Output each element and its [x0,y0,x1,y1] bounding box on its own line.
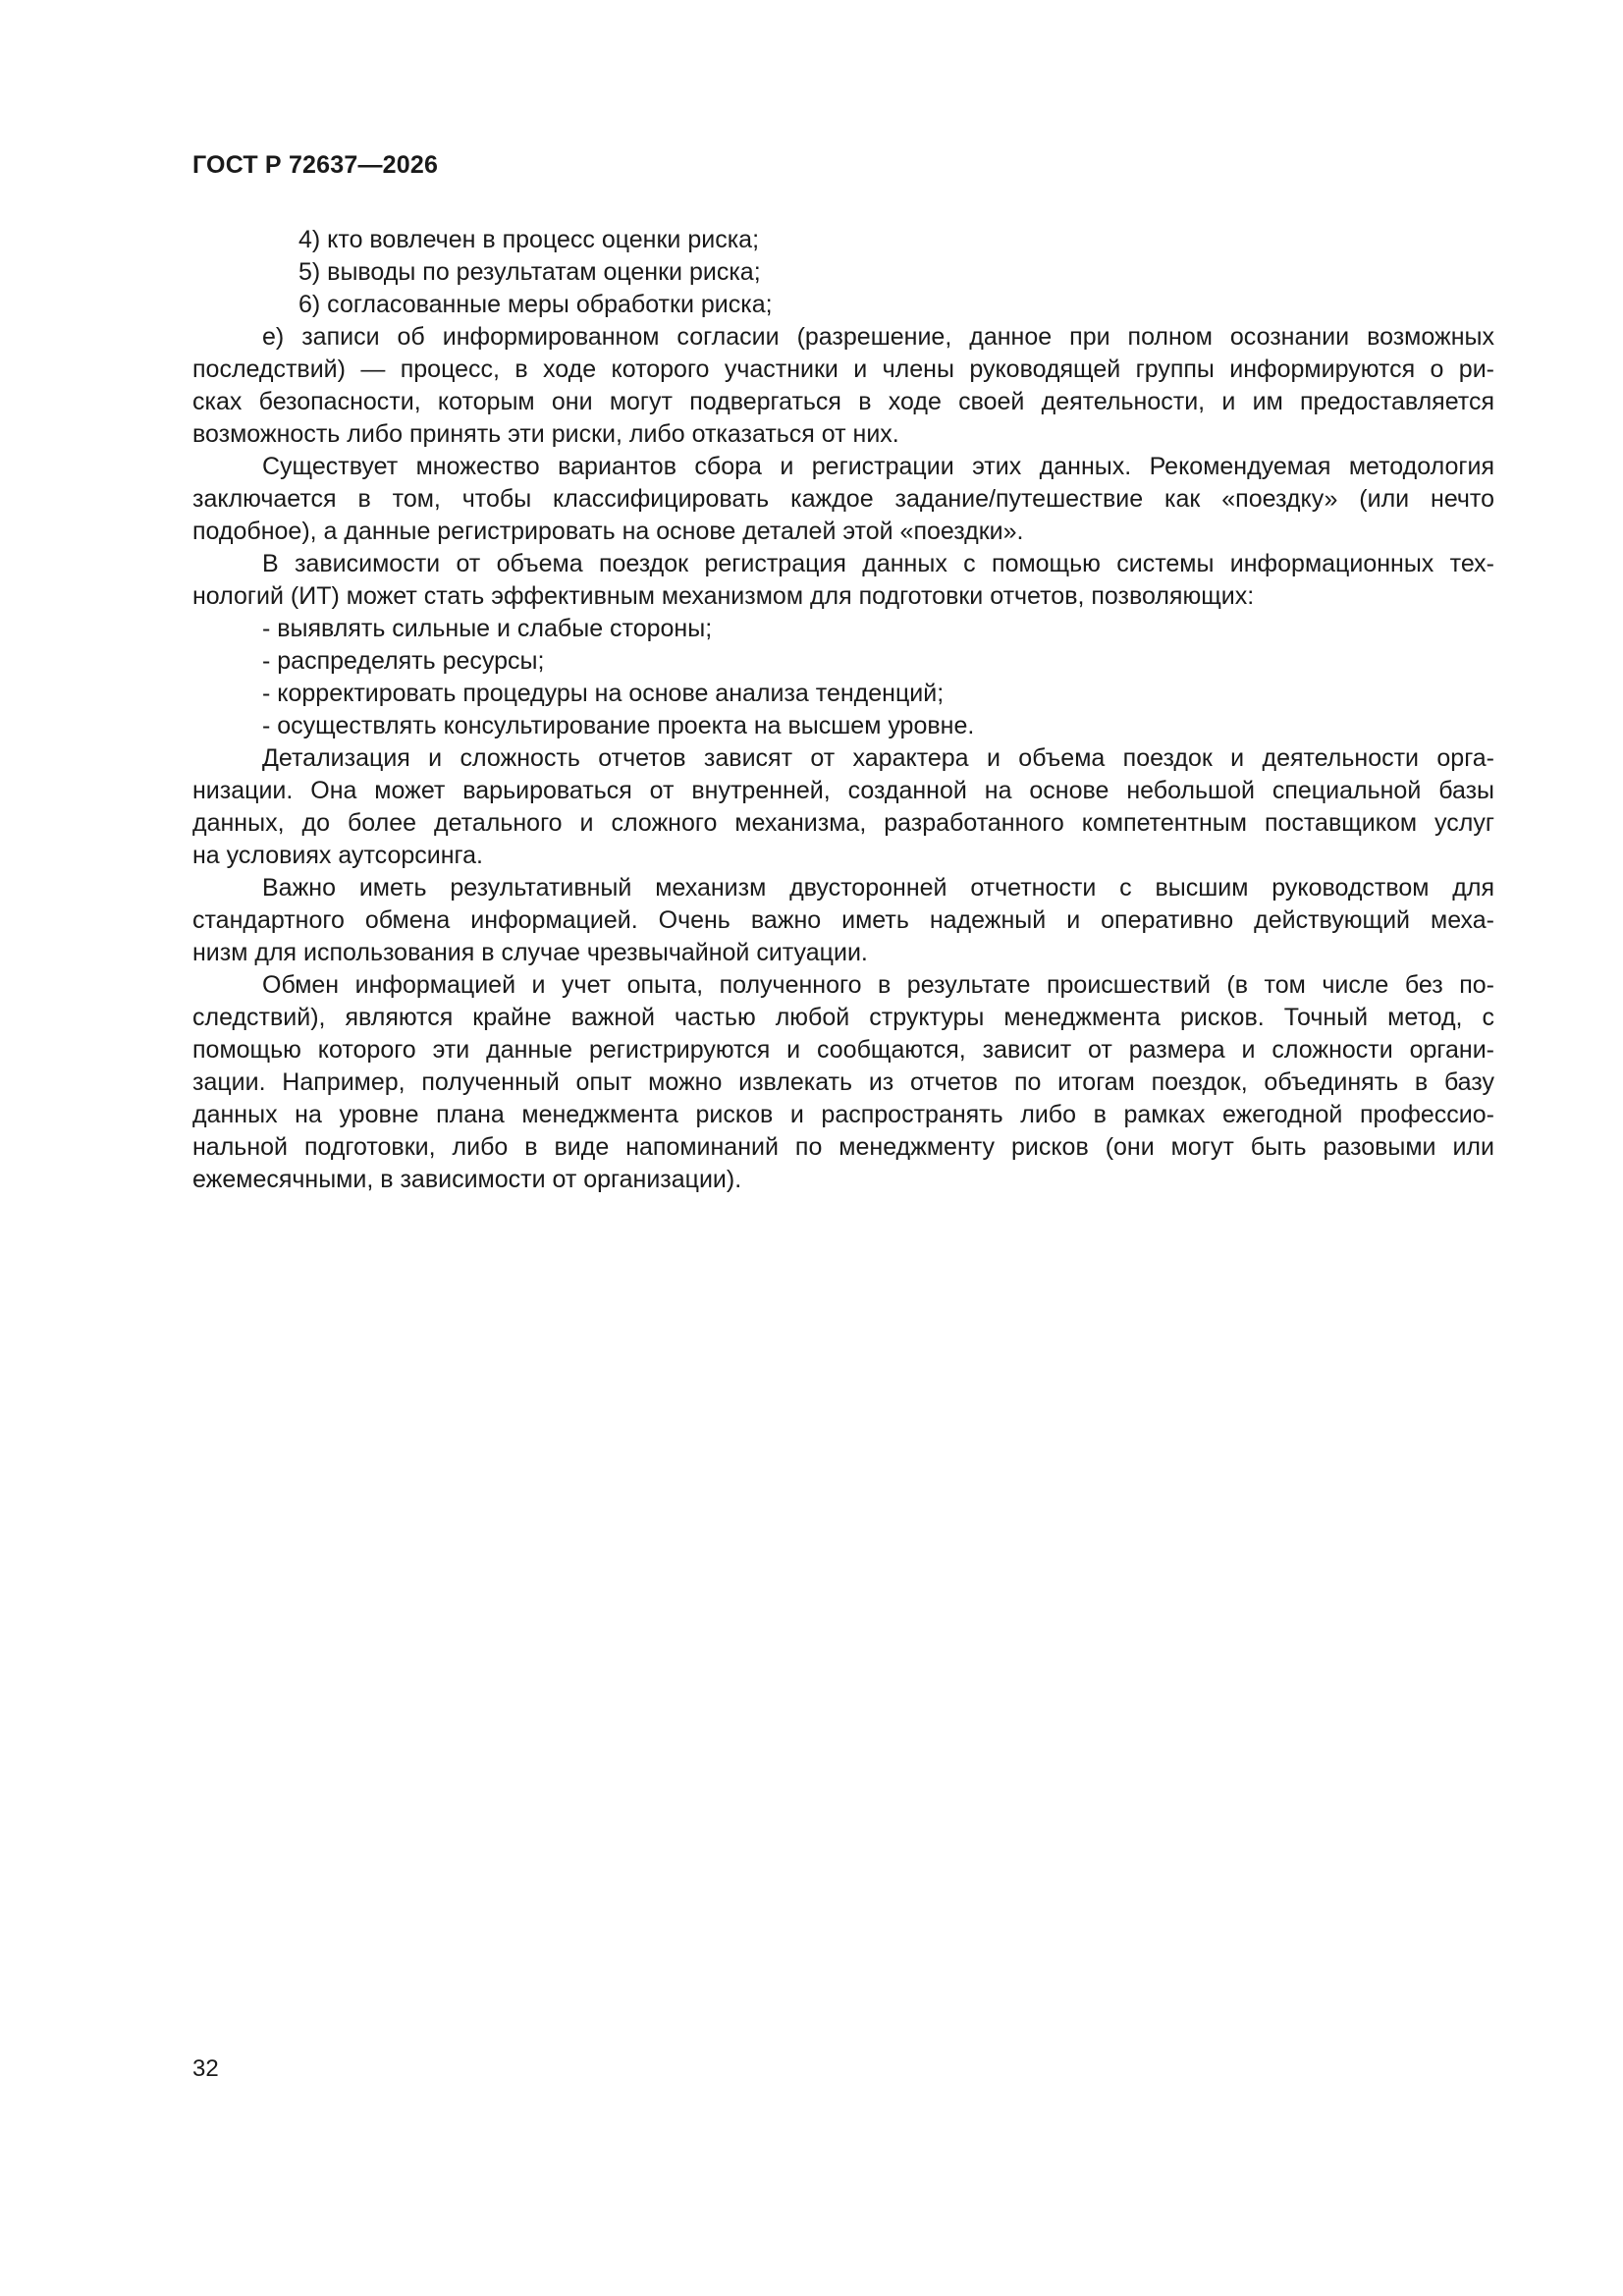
paragraph-line: последствий) — процесс, в ходе которого участники и члены руководящей группы информируются о ри- [192,355,1494,383]
paragraph-line: данных, до более детального и сложного механизма, разработанного компетентным поставщиком услуг [192,809,1494,837]
document-body [192,224,1494,1196]
paragraph-line: Важно иметь результативный механизм двусторонней отчетности с высшим руководством для [262,874,1494,902]
paragraph-line: на условиях аутсорсинга. [192,842,483,869]
paragraph-data-collection [192,451,1494,548]
paragraph-informed-consent [192,321,1494,451]
paragraph-line: возможность либо принять эти риски, либо отказаться от них. [192,420,899,448]
paragraph-line: ежемесячными, в зависимости от организации). [192,1166,742,1193]
numbered-list [192,224,1494,321]
paragraph-line: помощью которого эти данные регистрируются и сообщаются, зависит от размера и сложности органи- [192,1036,1494,1064]
paragraph-two-way-reporting [192,872,1494,969]
paragraph-line: следствий), являются крайне важной частью любой структуры менеджмента рисков. Точный метод, с [192,1004,1494,1031]
paragraph-line: Обмен информацией и учет опыта, полученного в результате происшествий (в том числе без по- [262,971,1494,999]
document-code-header: ГОСТ Р 72637—2026 [192,151,439,179]
dash-list [192,613,1494,742]
list-item: - осуществлять консультирование проекта на высшем уровне. [262,712,975,739]
paragraph-line: низм для использования в случае чрезвычайной ситуации. [192,939,868,966]
paragraph-line: Существует множество вариантов сбора и регистрации этих данных. Рекомендуемая методология [262,453,1494,480]
list-item: - распределять ресурсы; [262,647,545,675]
paragraph-line: Детализация и сложность отчетов зависят от характера и объема поездок и деятельности орга- [262,744,1494,772]
paragraph-it-systems [192,548,1494,613]
paragraph-line: подобное), а данные регистрировать на основе деталей этой «поездки». [192,518,1024,545]
page-number: 32 [192,2055,219,2082]
paragraph-line: В зависимости от объема поездок регистрация данных с помощью системы информационных тех- [262,550,1494,577]
paragraph-information-exchange [192,969,1494,1196]
paragraph-report-detail [192,742,1494,872]
paragraph-line: сках безопасности, которым они могут подвергаться в ходе своей деятельности, и им предоставляется [192,388,1494,415]
list-item: 6) согласованные меры обработки риска; [298,291,773,318]
paragraph-line: нологий (ИТ) может стать эффективным механизмом для подготовки отчетов, позволяющих: [192,582,1255,610]
list-item: - корректировать процедуры на основе анализа тенденций; [262,680,945,707]
paragraph-line: е) записи об информированном согласии (разрешение, данное при полном осознании возможных [262,323,1494,351]
list-item: 4) кто вовлечен в процесс оценки риска; [298,226,760,253]
paragraph-line: данных на уровне плана менеджмента рисков и распространять либо в рамках ежегодной профессио- [192,1101,1494,1128]
paragraph-line: низации. Она может варьироваться от внутренней, созданной на основе небольшой специальной базы [192,777,1494,804]
paragraph-line: заключается в том, чтобы классифицировать каждое задание/путешествие как «поездку» (или нечто [192,485,1494,513]
paragraph-line: зации. Например, полученный опыт можно извлекать из отчетов по итогам поездок, объединять в базу [192,1068,1494,1096]
list-item: - выявлять сильные и слабые стороны; [262,615,713,642]
paragraph-line: стандартного обмена информацией. Очень важно иметь надежный и оперативно действующий меха- [192,906,1494,934]
paragraph-line: нальной подготовки, либо в виде напоминаний по менеджменту рисков (они могут быть разовыми или [192,1133,1494,1161]
list-item: 5) выводы по результатам оценки риска; [298,258,761,286]
